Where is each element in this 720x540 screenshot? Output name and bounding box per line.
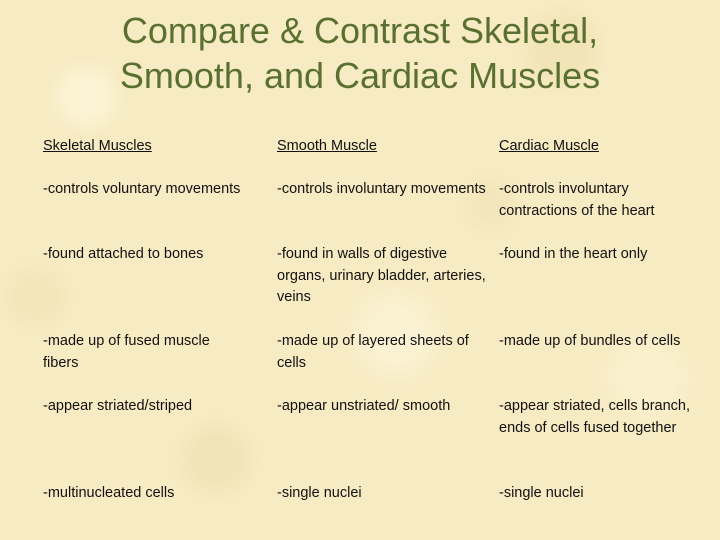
smooth-nuclei: -single nuclei — [277, 485, 362, 501]
cardiac-structure: -made up of bundles of cells — [499, 333, 681, 349]
smooth-muscle-column — [277, 136, 487, 501]
skeletal-location: -found attached to bones — [43, 246, 204, 262]
smooth-location: -found in walls of digestive organs, urinary bladder, arteries, veins — [277, 246, 486, 306]
cardiac-appearance: -appear striated, cells branch, ends of cells fused together — [499, 398, 691, 436]
column-header-skeletal: Skeletal Muscles — [43, 138, 152, 154]
skeletal-appearance: -appear striated/striped — [43, 398, 193, 414]
skeletal-muscle-column — [43, 136, 243, 501]
smooth-structure: -made up of layered sheets of cells — [277, 333, 469, 371]
column-header-cardiac: Cardiac Muscle — [499, 138, 599, 154]
column-header-smooth: Smooth Muscle — [277, 138, 377, 154]
slide-title-line-2: Smooth, and Cardiac Muscles — [119, 55, 601, 96]
cardiac-location: -found in the heart only — [499, 246, 648, 262]
smooth-appearance: -appear unstriated/ smooth — [277, 398, 451, 414]
cardiac-muscle-column — [499, 136, 709, 501]
skeletal-control: -controls voluntary movements — [43, 181, 241, 197]
skeletal-structure: -made up of fused muscle fibers — [43, 333, 210, 371]
smooth-control: -controls involuntary movements — [277, 181, 486, 197]
cardiac-control: -controls involuntary contractions of the heart — [499, 181, 655, 219]
slide-title-line-1: Compare & Contrast Skeletal, — [121, 10, 599, 51]
skeletal-nuclei: -multinucleated cells — [43, 485, 175, 501]
slide-title — [40, 8, 680, 98]
cardiac-nuclei: -single nuclei — [499, 485, 584, 501]
